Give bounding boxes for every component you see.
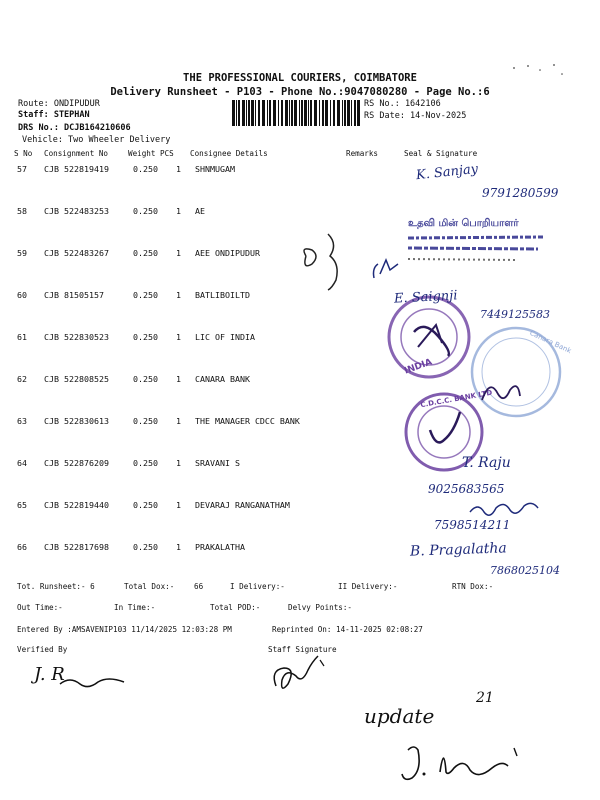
cdcc-stamp-text: C.D.C.C. BANK LTD	[419, 388, 493, 410]
barcode-bar	[238, 100, 240, 126]
row-consignment: CJB 522830523	[44, 332, 109, 342]
row-consignee: AEE ONDIPUDUR	[195, 248, 260, 258]
row-consignee: THE MANAGER CDCC BANK	[195, 416, 300, 426]
out-time: Out Time:-	[17, 603, 63, 612]
barcode-bar	[304, 100, 307, 126]
rs-date: RS Date: 14-Nov-2025	[364, 111, 467, 121]
barcode-bar	[330, 100, 331, 126]
row-sno: 66	[17, 542, 27, 552]
row-consignee: CANARA BANK	[195, 374, 250, 384]
canara-stamp-text: Canara Bank	[528, 328, 573, 356]
barcode-bar	[236, 100, 237, 126]
row-weight: 0.250	[133, 542, 158, 552]
row-consignment: CJB 522817698	[44, 542, 109, 552]
barcode-bar	[291, 100, 293, 126]
staff-signature-label: Staff Signature	[268, 645, 337, 654]
bracket-scribble	[296, 228, 376, 298]
signature-65-scribble	[468, 500, 548, 518]
row-weight: 0.250	[133, 458, 158, 468]
row-consignee: BATLIBOILTD	[195, 290, 250, 300]
row-consignment: CJB 522483267	[44, 248, 109, 258]
col-remarks: Remarks	[346, 149, 379, 158]
signature-60-phone: 7449125583	[480, 308, 550, 321]
ii-delivery: II Delivery:-	[338, 582, 398, 591]
tamil-stamp-lines	[408, 232, 548, 272]
row-weight: 0.250	[133, 332, 158, 342]
barcode-bar	[285, 100, 288, 126]
tamil-stamp-line1: உதவி மின் பொறியாளர்	[408, 218, 519, 229]
row-pcs: 1	[176, 248, 181, 258]
signature-64-phone: 9025683565	[428, 482, 505, 496]
signature-60-name: E. Saignji	[393, 288, 458, 307]
row-weight: 0.250	[133, 206, 158, 216]
row-consignment: CJB 522830613	[44, 416, 109, 426]
barcode-bar	[322, 100, 324, 126]
barcode-bar	[242, 100, 245, 126]
row-pcs: 1	[176, 500, 181, 510]
row-sno: 57	[17, 164, 27, 174]
vehicle-label: Vehicle: Two Wheeler Delivery	[22, 135, 171, 145]
signature-65-phone: 7598514211	[434, 518, 511, 532]
row-weight: 0.250	[133, 374, 158, 384]
barcode-bar	[278, 100, 279, 126]
col-pcs: PCS	[160, 149, 174, 158]
bottom-signature	[396, 740, 526, 788]
barcode-bar	[337, 100, 340, 126]
signature-64-name: T. Raju	[462, 455, 511, 471]
route-label: Route: ONDIPUDUR	[18, 99, 100, 109]
barcode-bar	[301, 100, 303, 126]
row-consignment: CJB 522808525	[44, 374, 109, 384]
barcode-bar	[281, 100, 283, 126]
delvy-points: Delvy Points:-	[288, 603, 353, 612]
barcode-bar	[325, 100, 328, 126]
barcode-bar	[314, 100, 317, 126]
barcode-bar	[258, 100, 260, 126]
barcode-bar	[255, 100, 256, 126]
row-pcs: 1	[176, 290, 181, 300]
row-pcs: 1	[176, 332, 181, 342]
staff-label: Staff: STEPHAN	[18, 110, 90, 120]
row-sno: 63	[17, 416, 27, 426]
verified-by-signature: J. R	[34, 664, 65, 685]
signature-66-name: B. Pragalatha	[409, 540, 508, 560]
i-delivery: I Delivery:-	[230, 582, 285, 591]
barcode-bar	[232, 100, 235, 126]
col-sno: S No	[14, 149, 33, 158]
row-consignment: CJB 522819419	[44, 164, 109, 174]
col-consignee: Consignee Details	[190, 149, 268, 158]
total-pod: Total POD:-	[210, 603, 261, 612]
row-consignment: CJB 522819440	[44, 500, 109, 510]
row-consignee: AE	[195, 206, 205, 216]
col-seal-signature: Seal & Signature	[404, 149, 478, 158]
verified-sig-tail	[58, 672, 128, 692]
barcode-bar	[248, 100, 250, 126]
barcode-bar	[262, 100, 265, 126]
drs-label: DRS No.: DCJB164210606	[18, 123, 131, 133]
rs-number: RS No.: 1642106	[364, 99, 441, 109]
barcode-bar	[319, 100, 320, 126]
barcode-bar	[333, 100, 335, 126]
total-dox-value: 66	[194, 582, 204, 591]
reprinted-on: Reprinted On: 14-11-2025 02:08:27	[272, 625, 423, 634]
row-consignee: PRAKALATHA	[195, 542, 245, 552]
row-pcs: 1	[176, 542, 181, 552]
barcode-bar	[344, 100, 346, 126]
lic-stamp-text: INDIA	[403, 357, 434, 377]
barcode-bar	[273, 100, 276, 126]
col-consignment: Consignment No	[44, 149, 109, 158]
barcode-bar	[357, 100, 360, 126]
barcode-bar	[246, 100, 247, 126]
barcode-bar	[354, 100, 356, 126]
barcode-bar	[347, 100, 350, 126]
barcode-bar	[267, 100, 268, 126]
update-number: 21	[476, 690, 494, 706]
row-sno: 60	[17, 290, 27, 300]
signature-66-phone: 7868025104	[490, 564, 560, 577]
row-consignee: DEVARAJ RANGANATHAM	[195, 500, 290, 510]
barcode-bar	[289, 100, 290, 126]
row-pcs: 1	[176, 416, 181, 426]
row-weight: 0.250	[133, 290, 158, 300]
barcode-bar	[351, 100, 352, 126]
row-weight: 0.250	[133, 500, 158, 510]
barcode-bar	[251, 100, 254, 126]
row-sno: 65	[17, 500, 27, 510]
row-sno: 64	[17, 458, 27, 468]
staff-signature-scribble	[268, 656, 338, 696]
row-pcs: 1	[176, 458, 181, 468]
row-weight: 0.250	[133, 164, 158, 174]
barcode-image	[232, 100, 360, 126]
row-sno: 58	[17, 206, 27, 216]
row-pcs: 1	[176, 164, 181, 174]
row-consignment: CJB 522876209	[44, 458, 109, 468]
total-dox-label: Total Dox:-	[124, 582, 175, 591]
signature-57-name: K. Sanjay	[415, 161, 479, 184]
barcode-bar	[310, 100, 312, 126]
barcode-bar	[269, 100, 271, 126]
in-time: In Time:-	[114, 603, 156, 612]
row-sno: 62	[17, 374, 27, 384]
row-consignment: CJB 81505157	[44, 290, 104, 300]
row-weight: 0.250	[133, 416, 158, 426]
barcode-bar	[308, 100, 309, 126]
barcode-bar	[294, 100, 297, 126]
total-runsheet: Tot. Runsheet:- 6	[17, 582, 95, 591]
tamil-office-stamp	[408, 218, 548, 270]
verified-by-label: Verified By	[17, 645, 68, 654]
row-59-scribble	[378, 256, 408, 280]
barcode-bar	[299, 100, 300, 126]
scan-specks	[510, 62, 570, 82]
row-weight: 0.250	[133, 248, 158, 258]
row-consignee: SRAVANI S	[195, 458, 240, 468]
row-consignment: CJB 522483253	[44, 206, 109, 216]
col-weight: Weight	[128, 149, 156, 158]
rtn-dox: RTN Dox:-	[452, 582, 494, 591]
signature-57-phone: 9791280599	[482, 186, 559, 200]
entered-by: Entered By :AMSAVENIP103 11/14/2025 12:03:28 PM	[17, 625, 232, 634]
row-sno: 61	[17, 332, 27, 342]
row-sno: 59	[17, 248, 27, 258]
runsheet-subtitle: Delivery Runsheet - P103 - Phone No.:9047080280 - Page No.:6	[110, 86, 490, 98]
row-pcs: 1	[176, 206, 181, 216]
barcode-bar	[342, 100, 343, 126]
row-consignee: SHNMUGAM	[195, 164, 235, 174]
row-consignee: LIC OF INDIA	[195, 332, 255, 342]
signature-62-scribble	[478, 376, 538, 412]
update-note: update	[364, 704, 435, 728]
company-title: THE PROFESSIONAL COURIERS, COIMBATORE	[183, 72, 417, 84]
row-pcs: 1	[176, 374, 181, 384]
